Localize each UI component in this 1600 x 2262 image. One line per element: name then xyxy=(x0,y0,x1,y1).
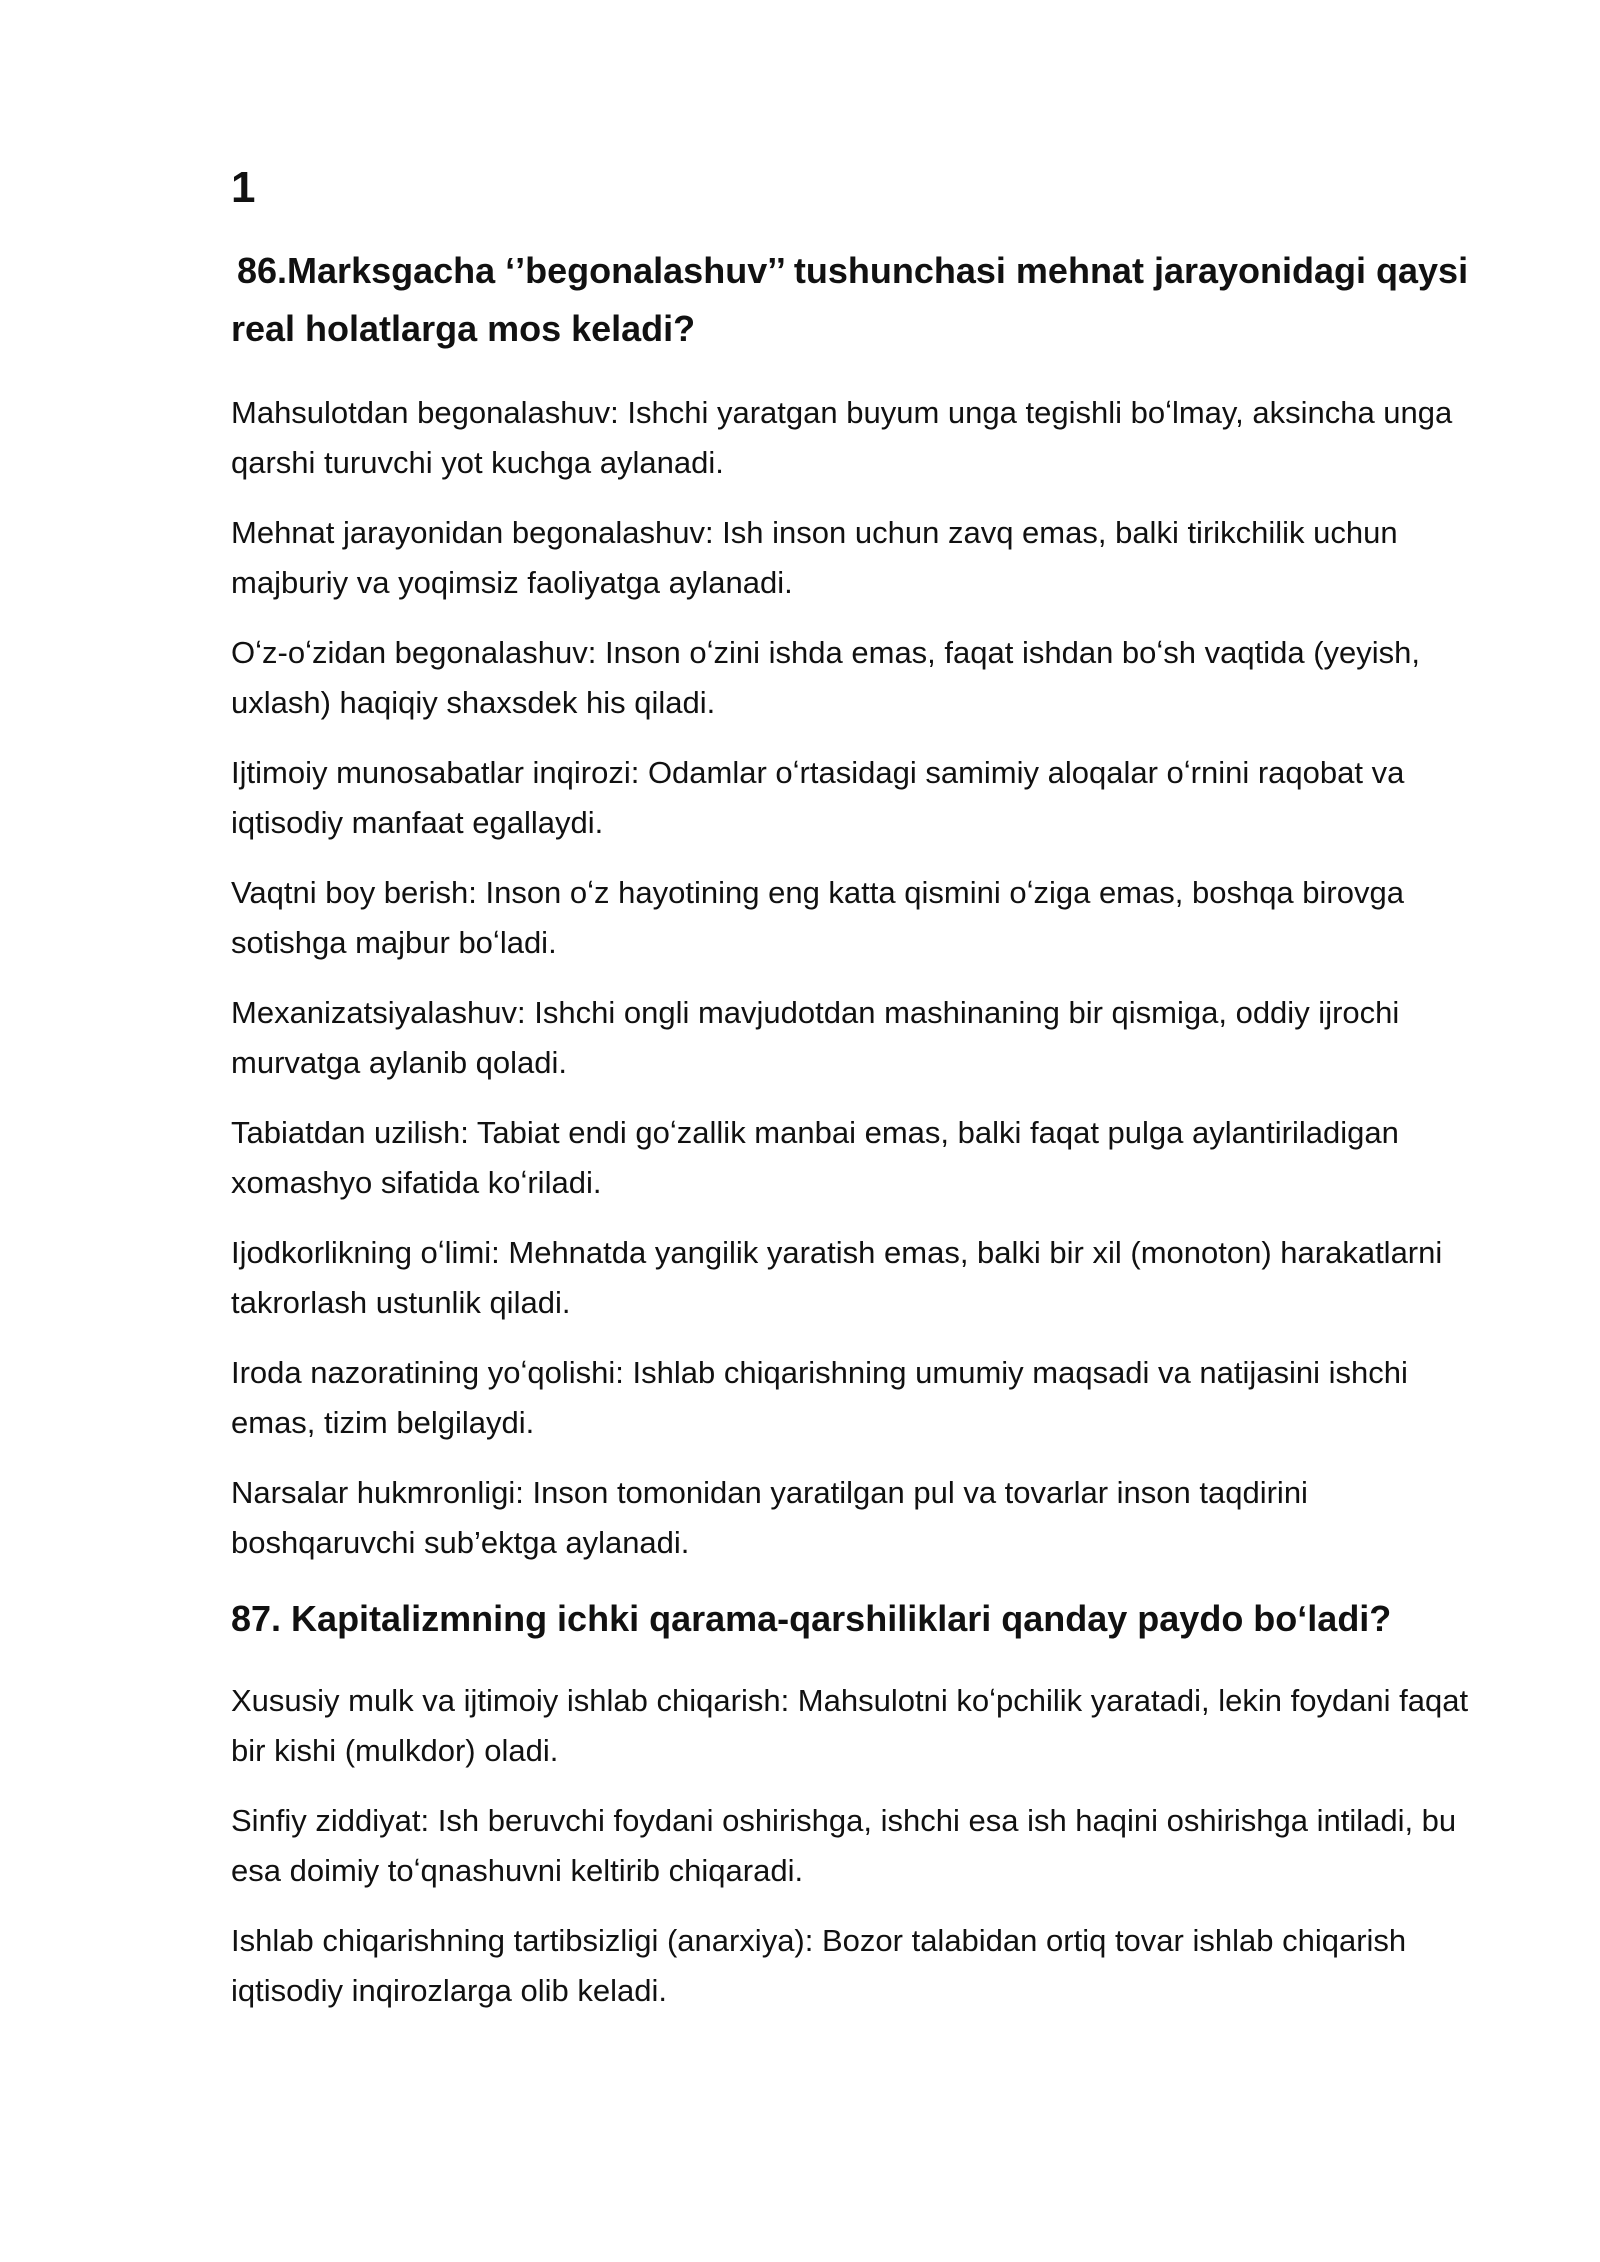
answer-paragraph: Oʻz-oʻzidan begonalashuv: Inson oʻzini ishda emas, faqat ishdan boʻsh vaqtida (yeyish, uxlash) haqiqiy shaxsdek his qiladi. xyxy=(231,635,1421,720)
document-content xyxy=(231,242,1471,2036)
answer-paragraph: Iroda nazoratining yoʻqolishi: Ishlab chiqarishning umumiy maqsadi va natijasini ishchi emas, tizim belgilaydi. xyxy=(231,1355,1408,1440)
page-number: 1 xyxy=(231,163,256,212)
answer-paragraph: Narsalar hukmronligi: Inson tomonidan yaratilgan pul va tovarlar inson taqdirini boshqaruvchi sub’ektga aylanadi. xyxy=(231,1475,1308,1560)
question-86-heading: 86.Marksgacha ‘’begonalashuv’’ tushunchasi mehnat jarayonidagi qaysi real holatlarga mos keladi? xyxy=(231,250,1469,349)
answer-paragraph: Sinfiy ziddiyat: Ish beruvchi foydani oshirishga, ishchi esa ish haqini oshirishga intiladi, bu esa doimiy toʻqnashuvni keltirib chiqaradi. xyxy=(231,1803,1457,1888)
answer-paragraph: Ijtimoiy munosabatlar inqirozi: Odamlar oʻrtasidagi samimiy aloqalar oʻrnini raqobat va iqtisodiy manfaat egallaydi. xyxy=(231,755,1405,840)
answer-paragraph: Xususiy mulk va ijtimoiy ishlab chiqarish: Mahsulotni koʻpchilik yaratadi, lekin foydani faqat bir kishi (mulkdor) oladi. xyxy=(231,1683,1469,1768)
answer-paragraph: Mexanizatsiyalashuv: Ishchi ongli mavjudotdan mashinaning bir qismiga, oddiy ijrochi murvatga aylanib qoladi. xyxy=(231,995,1400,1080)
answer-paragraph: Mahsulotdan begonalashuv: Ishchi yaratgan buyum unga tegishli boʻlmay, aksincha unga qarshi turuvchi yot kuchga aylanadi. xyxy=(231,395,1453,480)
question-87-heading: 87. Kapitalizmning ichki qarama-qarshiliklari qanday paydo boʻladi? xyxy=(231,1598,1392,1639)
answer-paragraph: Tabiatdan uzilish: Tabiat endi goʻzallik manbai emas, balki faqat pulga aylantiriladigan xomashyo sifatida koʻriladi. xyxy=(231,1115,1399,1200)
answer-paragraph: Vaqtni boy berish: Inson oʻz hayotining eng katta qismini oʻziga emas, boshqa birovga sotishga majbur boʻladi. xyxy=(231,875,1404,960)
answer-paragraph: Mehnat jarayonidan begonalashuv: Ish inson uchun zavq emas, balki tirikchilik uchun majburiy va yoqimsiz faoliyatga aylanadi. xyxy=(231,515,1398,600)
answer-paragraph: Ijodkorlikning oʻlimi: Mehnatda yangilik yaratish emas, balki bir xil (monoton) harakatlarni takrorlash ustunlik qiladi. xyxy=(231,1235,1443,1320)
answer-paragraph: Ishlab chiqarishning tartibsizligi (anarxiya): Bozor talabidan ortiq tovar ishlab chiqarish iqtisodiy inqirozlarga olib keladi. xyxy=(231,1923,1407,2008)
